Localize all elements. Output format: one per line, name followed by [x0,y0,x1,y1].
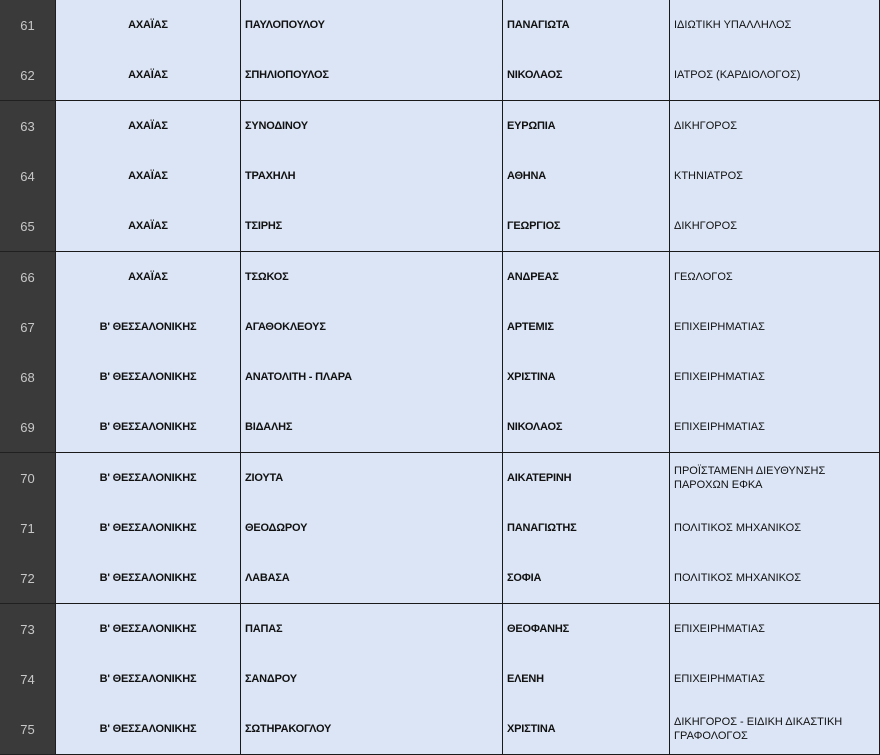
surname-cell[interactable]: ΣΑΝΔΡΟΥ [241,654,503,705]
region-cell[interactable]: ΑΧΑΪΑΣ [56,252,241,303]
first-name-cell[interactable]: ΘΕΟΦΑΝΗΣ [503,604,670,655]
row-number-cell[interactable]: 67 [0,302,55,353]
occupation-cell[interactable]: ΙΔΙΩΤΙΚΗ ΥΠΑΛΛΗΛΟΣ [670,0,880,51]
occupation-cell[interactable]: ΕΠΙΧΕΙΡΗΜΑΤΙΑΣ [670,352,880,403]
row-number-cell[interactable]: 69 [0,402,55,453]
region-cell[interactable]: Β' ΘΕΣΣΑΛΟΝΙΚΗΣ [56,704,241,755]
row-number-cell[interactable]: 68 [0,352,55,403]
table-row[interactable] [0,252,880,303]
region-cell[interactable]: ΑΧΑΪΑΣ [56,0,241,51]
occupation-cell[interactable]: ΔΙΚΗΓΟΡΟΣ [670,101,880,152]
row-number-cell[interactable]: 74 [0,654,55,705]
surname-cell[interactable]: ΣΠΗΛΙΟΠΟΥΛΟΣ [241,50,503,101]
region-cell[interactable]: Β' ΘΕΣΣΑΛΟΝΙΚΗΣ [56,352,241,403]
surname-cell[interactable]: ΠΑΠΑΣ [241,604,503,655]
surname-cell[interactable]: ΒΙΔΑΛΗΣ [241,402,503,453]
first-name-cell[interactable]: ΑΝΔΡΕΑΣ [503,252,670,303]
surname-cell[interactable]: ΤΡΑΧΗΛΗ [241,151,503,202]
first-name-cell[interactable]: ΝΙΚΟΛΑΟΣ [503,50,670,101]
region-cell[interactable]: Β' ΘΕΣΣΑΛΟΝΙΚΗΣ [56,503,241,554]
occupation-cell[interactable]: ΠΟΛΙΤΙΚΟΣ ΜΗΧΑΝΙΚΟΣ [670,503,880,554]
surname-cell[interactable]: ΖΙΟΥΤΑ [241,453,503,504]
occupation-cell[interactable]: ΕΠΙΧΕΙΡΗΜΑΤΙΑΣ [670,302,880,353]
surname-cell[interactable]: ΣΩΤΗΡΑΚΟΓΛΟΥ [241,704,503,755]
surname-cell[interactable]: ΑΓΑΘΟΚΛΕΟΥΣ [241,302,503,353]
table-row[interactable] [0,151,880,202]
surname-cell[interactable]: ΠΑΥΛΟΠΟΥΛΟΥ [241,0,503,51]
table-row[interactable] [0,50,880,101]
first-name-cell[interactable]: ΝΙΚΟΛΑΟΣ [503,402,670,453]
row-number-cell[interactable]: 63 [0,101,55,152]
table-row[interactable] [0,101,880,152]
occupation-cell[interactable]: ΚΤΗΝΙΑΤΡΟΣ [670,151,880,202]
first-name-cell[interactable]: ΣΟΦΙΑ [503,553,670,604]
row-number-cell[interactable]: 64 [0,151,55,202]
table-row[interactable] [0,604,880,655]
surname-cell[interactable]: ΤΣΩΚΟΣ [241,252,503,303]
region-cell[interactable]: Β' ΘΕΣΣΑΛΟΝΙΚΗΣ [56,654,241,705]
occupation-cell[interactable]: ΔΙΚΗΓΟΡΟΣ [670,201,880,252]
occupation-cell[interactable]: ΕΠΙΧΕΙΡΗΜΑΤΙΑΣ [670,402,880,453]
region-cell[interactable]: Β' ΘΕΣΣΑΛΟΝΙΚΗΣ [56,402,241,453]
table-row[interactable] [0,0,880,51]
surname-cell[interactable]: ΤΣΙΡΗΣ [241,201,503,252]
first-name-cell[interactable]: ΑΡΤΕΜΙΣ [503,302,670,353]
table-row[interactable] [0,654,880,705]
table-row[interactable] [0,453,880,504]
surname-cell[interactable]: ΛΑΒΑΣΑ [241,553,503,604]
surname-cell[interactable]: ΣΥΝΟΔΙΝΟΥ [241,101,503,152]
table-row[interactable] [0,201,880,252]
row-number-cell[interactable]: 72 [0,553,55,604]
region-cell[interactable]: ΑΧΑΪΑΣ [56,101,241,152]
table-row[interactable] [0,302,880,353]
table-row[interactable] [0,503,880,554]
first-name-cell[interactable]: ΕΛΕΝΗ [503,654,670,705]
surname-cell[interactable]: ΑΝΑΤΟΛΙΤΗ - ΠΛΑΡΑ [241,352,503,403]
region-cell[interactable]: Β' ΘΕΣΣΑΛΟΝΙΚΗΣ [56,453,241,504]
table-row[interactable] [0,704,880,755]
first-name-cell[interactable]: ΑΘΗΝΑ [503,151,670,202]
region-cell[interactable]: ΑΧΑΪΑΣ [56,50,241,101]
first-name-cell[interactable]: ΕΥΡΩΠΙΑ [503,101,670,152]
row-number-cell[interactable]: 62 [0,50,55,101]
region-cell[interactable]: Β' ΘΕΣΣΑΛΟΝΙΚΗΣ [56,604,241,655]
row-number-cell[interactable]: 70 [0,453,55,504]
first-name-cell[interactable]: ΓΕΩΡΓΙΟΣ [503,201,670,252]
occupation-cell[interactable]: ΕΠΙΧΕΙΡΗΜΑΤΙΑΣ [670,654,880,705]
first-name-cell[interactable]: ΧΡΙΣΤΙΝΑ [503,704,670,755]
row-number-cell[interactable]: 71 [0,503,55,554]
region-cell[interactable]: ΑΧΑΪΑΣ [56,151,241,202]
occupation-cell[interactable]: ΠΟΛΙΤΙΚΟΣ ΜΗΧΑΝΙΚΟΣ [670,553,880,604]
row-number-cell[interactable]: 66 [0,252,55,303]
first-name-cell[interactable]: ΧΡΙΣΤΙΝΑ [503,352,670,403]
first-name-cell[interactable]: ΠΑΝΑΓΙΩΤΗΣ [503,503,670,554]
table-row[interactable] [0,553,880,604]
table-row[interactable] [0,402,880,453]
row-number-cell[interactable]: 73 [0,604,55,655]
first-name-cell[interactable]: ΑΙΚΑΤΕΡΙΝΗ [503,453,670,504]
occupation-cell[interactable]: ΔΙΚΗΓΟΡΟΣ - ΕΙΔΙΚΗ ΔΙΚΑΣΤΙΚΗ ΓΡΑΦΟΛΟΓΟΣ [670,704,880,755]
region-cell[interactable]: Β' ΘΕΣΣΑΛΟΝΙΚΗΣ [56,302,241,353]
region-cell[interactable]: Β' ΘΕΣΣΑΛΟΝΙΚΗΣ [56,553,241,604]
table-row[interactable] [0,352,880,403]
occupation-cell[interactable]: ΓΕΩΛΟΓΟΣ [670,252,880,303]
surname-cell[interactable]: ΘΕΟΔΩΡΟΥ [241,503,503,554]
first-name-cell[interactable]: ΠΑΝΑΓΙΩΤΑ [503,0,670,51]
row-number-cell[interactable]: 65 [0,201,55,252]
occupation-cell[interactable]: ΙΑΤΡΟΣ (ΚΑΡΔΙΟΛΟΓΟΣ) [670,50,880,101]
region-cell[interactable]: ΑΧΑΪΑΣ [56,201,241,252]
row-number-cell[interactable]: 61 [0,0,55,51]
row-number-cell[interactable]: 75 [0,704,55,755]
occupation-cell[interactable]: ΕΠΙΧΕΙΡΗΜΑΤΙΑΣ [670,604,880,655]
occupation-cell[interactable]: ΠΡΟΪΣΤΑΜΕΝΗ ΔΙΕΥΘΥΝΣΗΣ ΠΑΡΟΧΩΝ ΕΦΚΑ [670,453,880,504]
